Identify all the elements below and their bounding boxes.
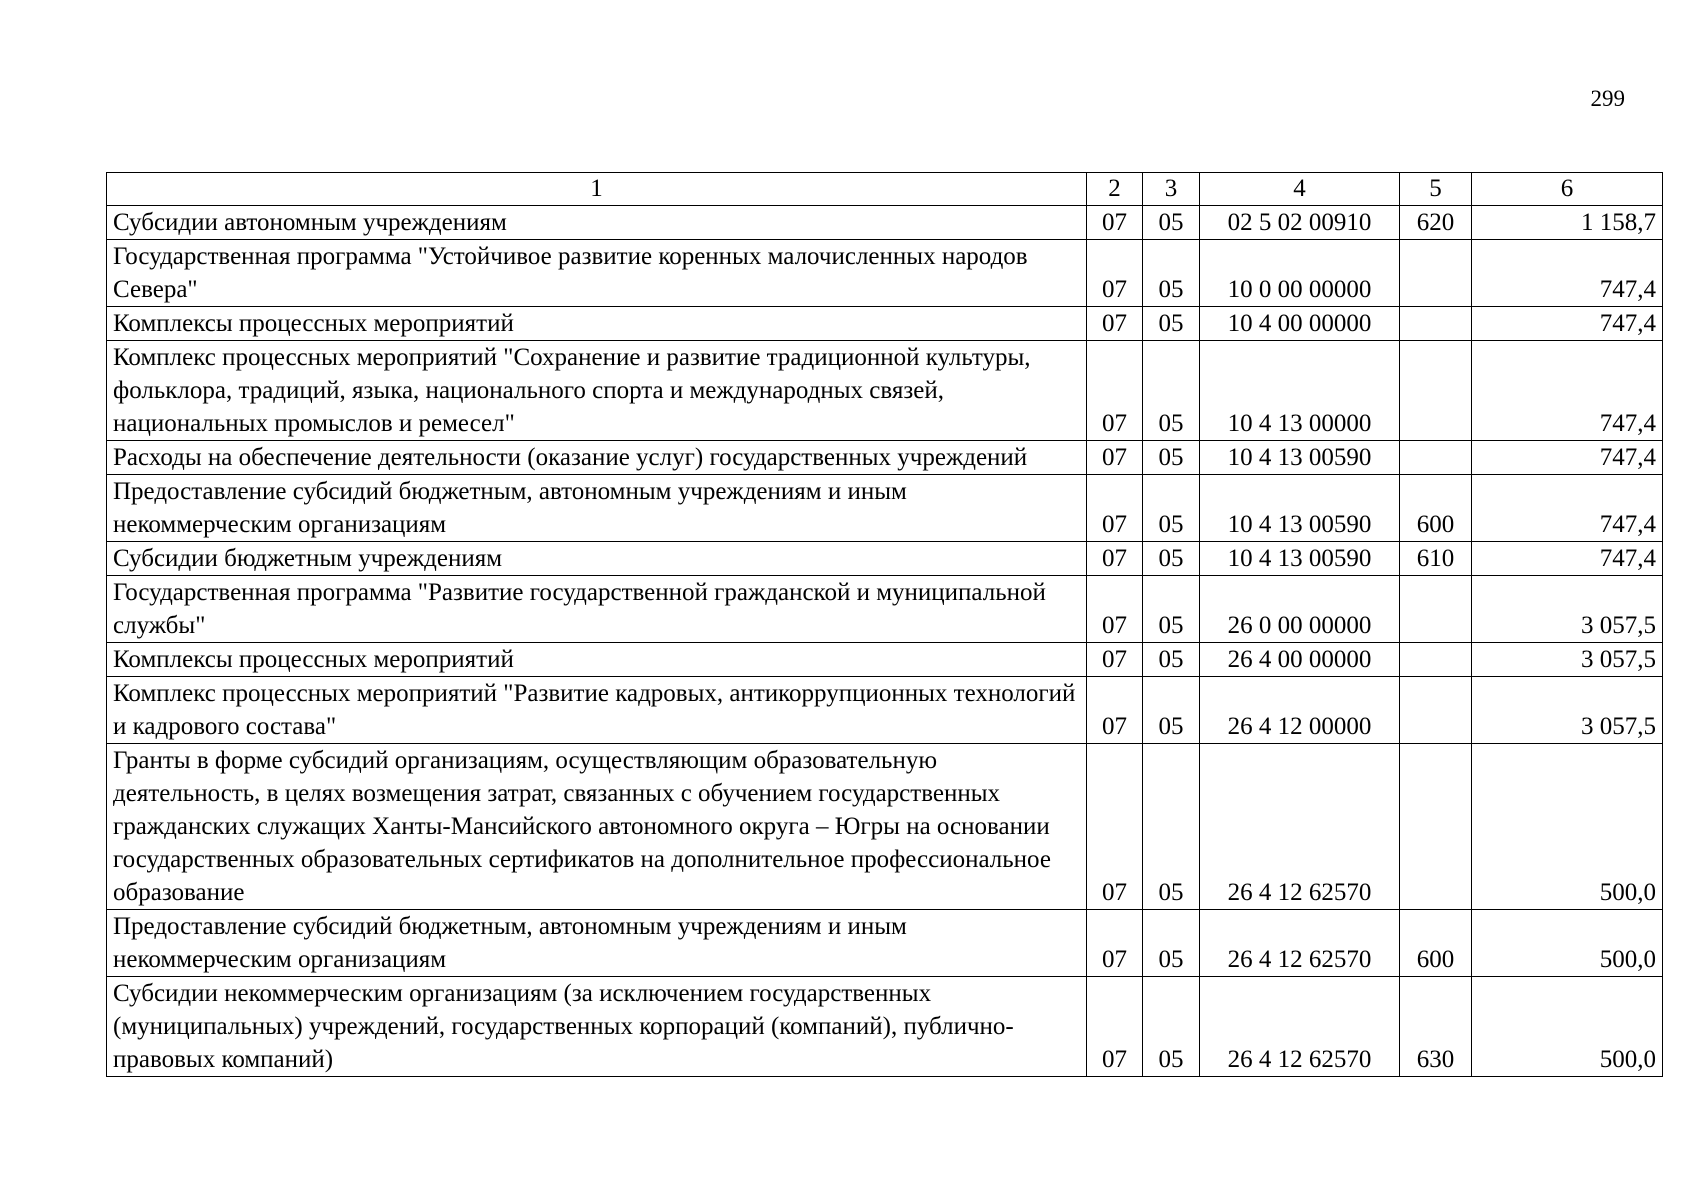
header-cell-3: 3 [1143,173,1200,206]
row-name-cell: Гранты в форме субсидий организациям, осуществляющим образовательную деятельность, в целях возмещения затрат, связанных с обучением государственных гражданских служащих Ханты-Мансийского автономного округа – Югры на основании государственных образовательных сертификатов на дополнительное профессиональное образование [107,744,1087,910]
row-target-article-cell: 26 4 00 00000 [1200,643,1400,677]
table-row [107,910,1663,977]
row-subsection-cell: 05 [1143,910,1200,977]
row-section-cell: 07 [1087,240,1143,307]
row-section-cell: 07 [1087,643,1143,677]
table-header [107,173,1663,206]
row-name-cell: Комплекс процессных мероприятий "Развитие кадровых, антикоррупционных технологий и кадрового состава" [107,677,1087,744]
row-section-cell: 07 [1087,206,1143,240]
row-target-article-cell: 26 4 12 62570 [1200,910,1400,977]
row-expense-type-cell: 630 [1400,977,1472,1077]
row-subsection-cell: 05 [1143,341,1200,441]
row-target-article-cell: 26 0 00 00000 [1200,576,1400,643]
row-amount-cell: 747,4 [1472,441,1663,475]
row-expense-type-cell: 620 [1400,206,1472,240]
row-expense-type-cell [1400,441,1472,475]
row-expense-type-cell: 600 [1400,910,1472,977]
row-target-article-cell: 26 4 12 00000 [1200,677,1400,744]
row-target-article-cell: 02 5 02 00910 [1200,206,1400,240]
row-amount-cell: 500,0 [1472,910,1663,977]
row-amount-cell: 3 057,5 [1472,677,1663,744]
row-section-cell: 07 [1087,744,1143,910]
row-expense-type-cell [1400,744,1472,910]
table-row [107,977,1663,1077]
row-amount-cell: 747,4 [1472,341,1663,441]
header-row [107,173,1663,206]
row-section-cell: 07 [1087,307,1143,341]
row-subsection-cell: 05 [1143,744,1200,910]
row-expense-type-cell [1400,307,1472,341]
page-number: 299 [1590,86,1625,111]
row-subsection-cell: 05 [1143,441,1200,475]
row-amount-cell: 747,4 [1472,542,1663,576]
row-target-article-cell: 10 4 13 00590 [1200,441,1400,475]
row-section-cell: 07 [1087,576,1143,643]
table-row [107,341,1663,441]
row-expense-type-cell [1400,643,1472,677]
row-name-cell: Предоставление субсидий бюджетным, автономным учреждениям и иным некоммерческим организациям [107,910,1087,977]
row-section-cell: 07 [1087,441,1143,475]
row-expense-type-cell: 610 [1400,542,1472,576]
header-cell-5: 5 [1400,173,1472,206]
row-name-cell: Субсидии бюджетным учреждениям [107,542,1087,576]
row-amount-cell: 747,4 [1472,240,1663,307]
row-subsection-cell: 05 [1143,576,1200,643]
row-name-cell: Субсидии автономным учреждениям [107,206,1087,240]
header-cell-1: 1 [107,173,1087,206]
row-amount-cell: 3 057,5 [1472,576,1663,643]
row-subsection-cell: 05 [1143,977,1200,1077]
row-name-cell: Комплексы процессных мероприятий [107,307,1087,341]
row-amount-cell: 747,4 [1472,307,1663,341]
header-cell-4: 4 [1200,173,1400,206]
row-name-cell: Субсидии некоммерческим организациям (за исключением государственных (муниципальных) учреждений, государственных корпораций (компаний), публично-правовых компаний) [107,977,1087,1077]
table-row [107,206,1663,240]
table-row [107,441,1663,475]
row-target-article-cell: 26 4 12 62570 [1200,977,1400,1077]
table-row [107,744,1663,910]
row-target-article-cell: 10 4 13 00590 [1200,475,1400,542]
table-row [107,307,1663,341]
row-subsection-cell: 05 [1143,240,1200,307]
row-section-cell: 07 [1087,910,1143,977]
row-subsection-cell: 05 [1143,643,1200,677]
row-subsection-cell: 05 [1143,307,1200,341]
row-name-cell: Предоставление субсидий бюджетным, автономным учреждениям и иным некоммерческим организациям [107,475,1087,542]
row-section-cell: 07 [1087,475,1143,542]
row-section-cell: 07 [1087,677,1143,744]
row-subsection-cell: 05 [1143,206,1200,240]
row-name-cell: Государственная программа "Развитие государственной гражданской и муниципальной службы" [107,576,1087,643]
table-row [107,576,1663,643]
row-target-article-cell: 10 4 13 00590 [1200,542,1400,576]
header-cell-2: 2 [1087,173,1143,206]
table-row [107,475,1663,542]
row-expense-type-cell [1400,240,1472,307]
row-expense-type-cell: 600 [1400,475,1472,542]
row-amount-cell: 747,4 [1472,475,1663,542]
row-section-cell: 07 [1087,542,1143,576]
row-subsection-cell: 05 [1143,542,1200,576]
row-amount-cell: 500,0 [1472,744,1663,910]
row-subsection-cell: 05 [1143,677,1200,744]
table-row [107,643,1663,677]
row-subsection-cell: 05 [1143,475,1200,542]
row-amount-cell: 500,0 [1472,977,1663,1077]
row-amount-cell: 3 057,5 [1472,643,1663,677]
row-name-cell: Комплекс процессных мероприятий "Сохранение и развитие традиционной культуры, фольклора, традиций, языка, национального спорта и международных связей, национальных промыслов и ремесел" [107,341,1087,441]
table-body [107,206,1663,1077]
row-target-article-cell: 10 4 00 00000 [1200,307,1400,341]
table-row [107,542,1663,576]
row-target-article-cell: 26 4 12 62570 [1200,744,1400,910]
row-expense-type-cell [1400,341,1472,441]
row-expense-type-cell [1400,576,1472,643]
row-name-cell: Государственная программа "Устойчивое развитие коренных малочисленных народов Севера" [107,240,1087,307]
row-section-cell: 07 [1087,977,1143,1077]
header-cell-6: 6 [1472,173,1663,206]
budget-table [106,172,1663,1077]
table-row [107,677,1663,744]
row-target-article-cell: 10 0 00 00000 [1200,240,1400,307]
row-expense-type-cell [1400,677,1472,744]
row-target-article-cell: 10 4 13 00000 [1200,341,1400,441]
table-row [107,240,1663,307]
row-name-cell: Комплексы процессных мероприятий [107,643,1087,677]
row-section-cell: 07 [1087,341,1143,441]
row-name-cell: Расходы на обеспечение деятельности (оказание услуг) государственных учреждений [107,441,1087,475]
row-amount-cell: 1 158,7 [1472,206,1663,240]
